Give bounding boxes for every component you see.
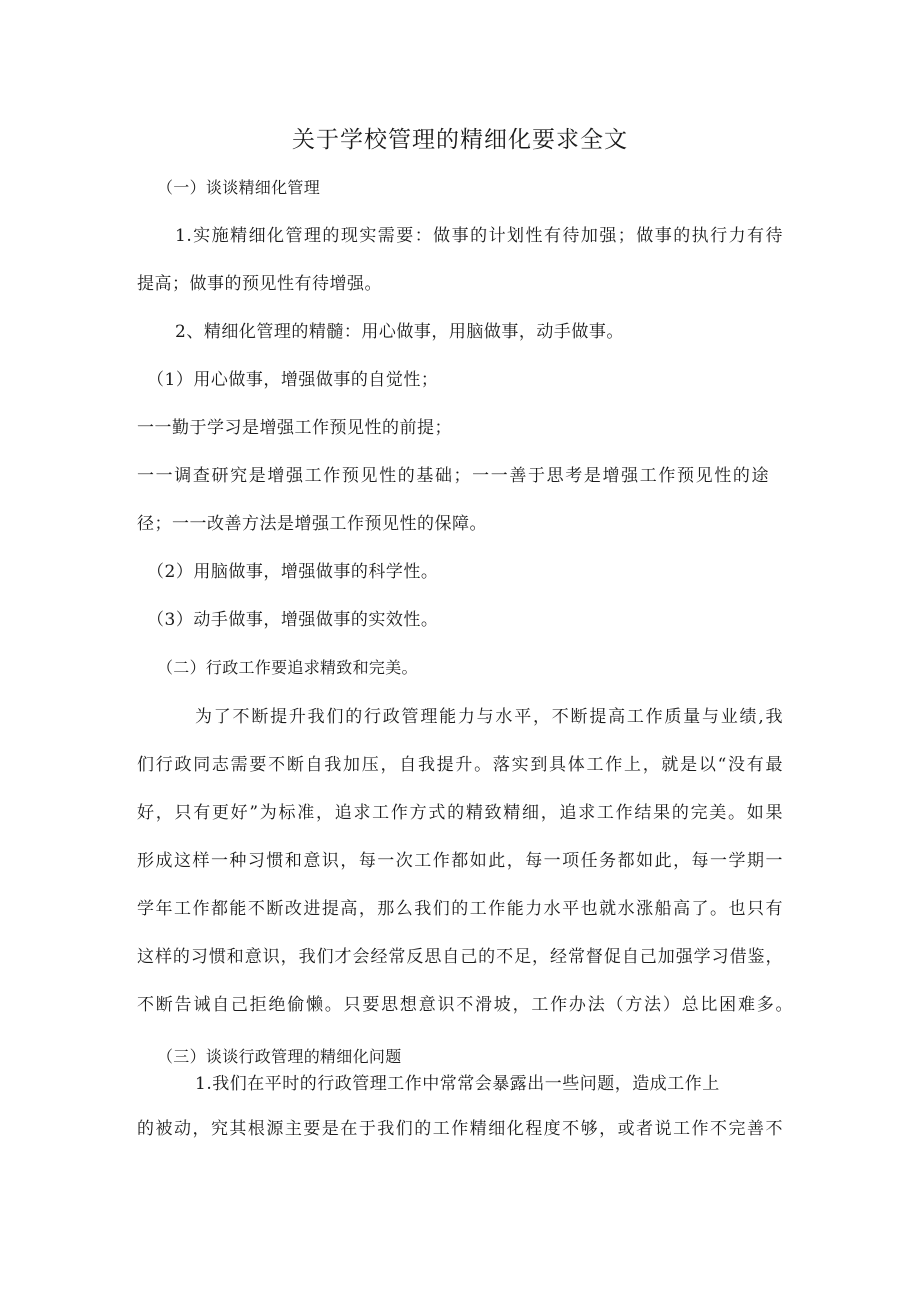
list-item: （2）用脑做事，增强做事的科学性。 (147, 562, 439, 582)
paragraph-line: 为了不断提升我们的行政管理能力与水平，不断提高工作质量与业绩,我 (195, 707, 783, 727)
paragraph-line: 学年工作都能不断改进提高，那么我们的工作能力水平也就水涨船高了。也只有 (137, 899, 783, 919)
list-item: 一一勤于学习是增强工作预见性的前提； (137, 418, 452, 438)
paragraph-line: 2、精细化管理的精髓：用心做事，用脑做事，动手做事。 (175, 322, 624, 342)
list-item: （1）用心做事，增强做事的自觉性； (147, 370, 439, 390)
paragraph-line: 1.实施精细化管理的现实需要：做事的计划性有待加强；做事的执行力有待 (175, 226, 783, 246)
paragraph-line: 提高；做事的预见性有待增强。 (137, 274, 382, 294)
list-item: （3）动手做事，增强做事的实效性。 (147, 610, 439, 630)
paragraph-line: 形成这样一种习惯和意识，每一次工作都如此，每一项任务都如此，每一学期一 (137, 851, 783, 871)
section-heading-2: （二）行政工作要追求精致和完美。 (157, 658, 418, 677)
paragraph-line: 们行政同志需要不断自我加压，自我提升。落实到具体工作上，就是以“没有最 (137, 755, 783, 775)
document-title: 关于学校管理的精细化要求全文 (292, 127, 628, 153)
paragraph-line: 不断告诫自己拒绝偷懒。只要思想意识不滑坡，工作办法（方法）总比困难多。 (137, 995, 793, 1015)
section-heading-3: （三）谈谈行政管理的精细化问题 (157, 1047, 402, 1066)
paragraph-line: 的被动，究其根源主要是在于我们的工作精细化程度不够，或者说工作不完善不 (137, 1119, 783, 1139)
paragraph-line: 径；一一改善方法是增强工作预见性的保障。 (137, 514, 487, 534)
list-item: 一一调查研究是增强工作预见性的基础；一一善于思考是增强工作预见性的途 (137, 466, 769, 486)
paragraph-line: 好，只有更好”为标准，追求工作方式的精致精细，追求工作结果的完美。如果 (137, 803, 783, 823)
paragraph-line: 这样的习惯和意识，我们才会经常反思自己的不足，经常督促自己加强学习借鉴， (137, 947, 783, 967)
paragraph-line: 1.我们在平时的行政管理工作中常常会暴露出一些问题，造成工作上 (195, 1074, 720, 1094)
section-heading-1: （一）谈谈精细化管理 (157, 178, 321, 197)
